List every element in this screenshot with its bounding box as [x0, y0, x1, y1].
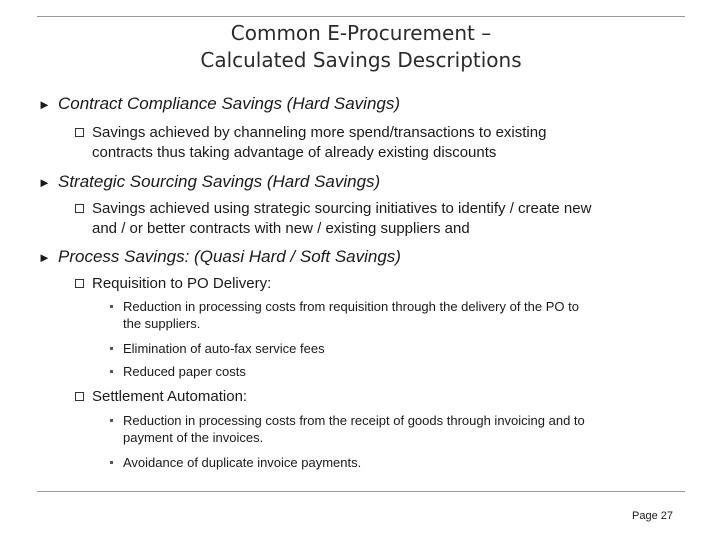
right-pointer-icon: ►: [38, 250, 51, 265]
bullet-text-line-1: Reduction in processing costs from requisition through the delivery of the PO to: [123, 299, 579, 314]
page-title: [37, 20, 685, 74]
checkbox-square-icon: [75, 392, 84, 401]
checkbox-square-icon: [75, 279, 84, 288]
small-square-bullet-icon: [110, 305, 113, 308]
list-item: [123, 363, 693, 380]
bullet-text-line-2: payment of the invoices.: [123, 430, 264, 445]
item-text-line-2: and / or better contracts with new / existing suppliers and: [92, 220, 470, 237]
small-square-bullet-icon: [110, 419, 113, 422]
list-item: [123, 340, 693, 357]
bullet-text-line-1: Elimination of auto-fax service fees: [123, 341, 325, 356]
small-square-bullet-icon: [110, 347, 113, 350]
top-rule: [37, 16, 685, 17]
bullet-text-line-1: Reduced paper costs: [123, 364, 246, 379]
title-line-2: Calculated Savings Descriptions: [200, 48, 522, 72]
section-heading-label: Strategic Sourcing Savings (Hard Savings): [58, 172, 381, 191]
right-pointer-icon: ►: [38, 175, 51, 190]
item-text: Settlement Automation:: [92, 388, 248, 405]
bottom-rule: [37, 491, 685, 492]
section-heading-contract-compliance: [38, 94, 400, 115]
section-item: [92, 123, 546, 163]
item-text-line-1: Savings achieved by channeling more spend/transactions to existing: [92, 124, 547, 141]
list-item: [123, 298, 693, 332]
item-text-line-2: contracts thus taking advantage of already existing discounts: [92, 144, 497, 161]
bullet-text-line-2: the suppliers.: [123, 316, 201, 331]
section-heading-label: Process Savings: (Quasi Hard / Soft Savings): [58, 247, 401, 266]
title-line-1: Common E-Procurement –: [230, 21, 492, 45]
bullet-text-line-1: Avoidance of duplicate invoice payments.: [123, 455, 362, 470]
page-number: Page 27: [632, 510, 673, 522]
section-item: [92, 387, 247, 407]
list-item: [123, 412, 693, 446]
item-text: Requisition to PO Delivery:: [92, 275, 272, 292]
small-square-bullet-icon: [110, 461, 113, 464]
section-heading-strategic-sourcing: [38, 172, 380, 193]
checkbox-square-icon: [75, 128, 84, 137]
checkbox-square-icon: [75, 204, 84, 213]
section-heading-process-savings: [38, 247, 401, 268]
right-pointer-icon: ►: [38, 97, 51, 112]
bullet-text-line-1: Reduction in processing costs from the receipt of goods through invoicing and to: [123, 413, 585, 428]
item-text-line-1: Savings achieved using strategic sourcing initiatives to identify / create new: [92, 200, 592, 217]
section-item: [92, 274, 271, 294]
section-heading-label: Contract Compliance Savings (Hard Savings): [58, 94, 401, 113]
list-item: [123, 454, 693, 471]
section-item: [92, 199, 591, 239]
small-square-bullet-icon: [110, 370, 113, 373]
